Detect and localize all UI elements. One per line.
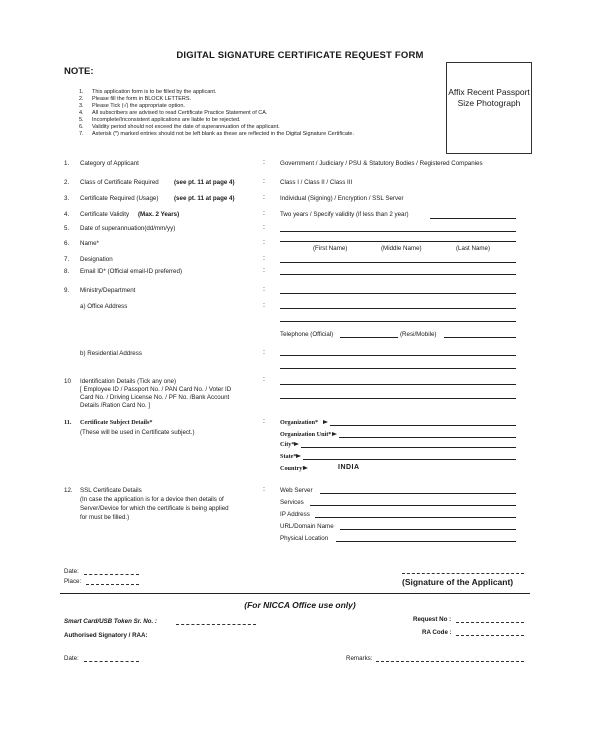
ra-code-label: RA Code : bbox=[422, 629, 452, 636]
category-options[interactable]: Government / Judiciary / PSU & Statutory Bodies / Registered Companies bbox=[280, 160, 483, 167]
identification-options: Card No. / Driving License No. / PF No. /Bank Account bbox=[80, 394, 230, 401]
colon: : bbox=[263, 267, 265, 274]
divider bbox=[60, 593, 530, 594]
email-field[interactable] bbox=[280, 274, 516, 275]
class-page-ref: (see pt. 11 at page 4) bbox=[174, 179, 235, 186]
ra-code-field[interactable] bbox=[456, 635, 524, 636]
date-label: Date: bbox=[64, 568, 79, 575]
middle-name-caption: (Middle Name) bbox=[381, 245, 422, 252]
field-number: 5. bbox=[64, 225, 70, 232]
token-label: Smart Card/USB Token Sr. No. : bbox=[64, 618, 157, 625]
physical-location-label: Physical Location bbox=[280, 535, 329, 542]
ip-address-label: IP Address bbox=[280, 511, 310, 518]
validity-max: (Max. 2 Years) bbox=[138, 211, 180, 218]
office-use-heading: (For NICCA Office use only) bbox=[244, 600, 356, 610]
remarks-field[interactable] bbox=[376, 661, 524, 662]
field-number: 12. bbox=[64, 487, 73, 494]
services-label: Services bbox=[280, 499, 304, 506]
note-number: 4. bbox=[79, 110, 84, 116]
name-field[interactable] bbox=[280, 241, 516, 242]
note-number: 7. bbox=[79, 131, 84, 137]
arrow-icon bbox=[294, 442, 299, 446]
remarks-label: Remarks: bbox=[346, 655, 373, 662]
web-server-field[interactable] bbox=[320, 493, 516, 494]
colon: : bbox=[263, 349, 265, 356]
organization-unit-field[interactable] bbox=[339, 437, 516, 438]
class-label: Class of Certificate Required bbox=[80, 179, 159, 186]
colon: : bbox=[263, 178, 265, 185]
services-field[interactable] bbox=[310, 505, 516, 506]
field-number: 1. bbox=[64, 160, 70, 167]
resi-mobile-field[interactable] bbox=[444, 337, 516, 338]
arrow-icon bbox=[303, 466, 308, 470]
colon: : bbox=[263, 286, 265, 293]
country-label: Country* bbox=[280, 465, 306, 472]
office-date-field[interactable] bbox=[84, 661, 139, 662]
place-label: Place: bbox=[64, 578, 82, 585]
field-number: 7. bbox=[64, 256, 70, 263]
physical-location-field[interactable] bbox=[336, 541, 516, 542]
web-server-label: Web Server bbox=[280, 487, 313, 494]
form-title: DIGITAL SIGNATURE CERTIFICATE REQUEST FORM bbox=[176, 50, 424, 61]
organization-unit-label: Organization Unit* bbox=[280, 431, 332, 438]
state-label: State* bbox=[280, 453, 297, 460]
telephone-label: Telephone (Official) bbox=[280, 331, 334, 338]
telephone-field[interactable] bbox=[340, 337, 398, 338]
signatory-label: Authorised Signatory / RAA: bbox=[64, 632, 148, 639]
superannuation-field[interactable] bbox=[280, 231, 516, 232]
colon: : bbox=[263, 210, 265, 217]
identification-options: [ Employee ID / Passport No. / PAN Card No. / Voter ID bbox=[80, 386, 232, 393]
url-label: URL/Domain Name bbox=[280, 523, 334, 530]
country-value[interactable]: INDIA bbox=[338, 464, 360, 471]
usage-label: Certificate Required (Usage) bbox=[80, 195, 159, 202]
note-text: This application form is to be filled by the applicant. bbox=[92, 89, 217, 95]
request-no-label: Request No : bbox=[413, 616, 452, 623]
field-number: 8. bbox=[64, 268, 70, 275]
identification-field[interactable] bbox=[280, 384, 516, 385]
field-number: 11. bbox=[64, 419, 72, 426]
note-number: 1. bbox=[79, 89, 84, 95]
colon: : bbox=[263, 194, 265, 201]
note-text: Validity period should not exceed the date of superannuation of the applicant. bbox=[92, 124, 280, 130]
usage-options[interactable]: Individual (Signing) / Encryption / SSL Server bbox=[280, 195, 404, 202]
identification-label: Identification Details (Tick any one) bbox=[80, 378, 177, 385]
ssl-details-label: SSL Certificate Details bbox=[80, 487, 142, 494]
residential-address-field-2[interactable] bbox=[280, 368, 516, 369]
superannuation-label: Date of superannuation(dd/mm/yy) bbox=[80, 225, 176, 232]
ssl-details-note: (In case the application is for a device then details of bbox=[80, 496, 224, 503]
colon: : bbox=[263, 239, 265, 246]
note-number: 5. bbox=[79, 117, 84, 123]
photo-box: Affix Recent Passport Size Photograph bbox=[446, 62, 532, 154]
url-field[interactable] bbox=[340, 529, 516, 530]
signature-field[interactable] bbox=[402, 573, 524, 574]
residential-address-field[interactable] bbox=[280, 355, 516, 356]
note-text: Incomplete/Inconsistent applications are liable to be rejected. bbox=[92, 117, 241, 123]
designation-label: Designation bbox=[80, 256, 113, 263]
note-number: 3. bbox=[79, 103, 84, 109]
field-number: 6. bbox=[64, 240, 70, 247]
office-date-label: Date: bbox=[64, 655, 79, 662]
subject-details-note: (These will be used in Certificate subject.) bbox=[80, 429, 195, 436]
note-number: 6. bbox=[79, 124, 84, 130]
category-label: Category of Applicant bbox=[80, 160, 139, 167]
identification-field-2[interactable] bbox=[280, 398, 516, 399]
subject-details-label: Certificate Subject Details* bbox=[80, 419, 153, 426]
arrow-icon bbox=[332, 432, 337, 436]
name-label: Name* bbox=[80, 240, 99, 247]
first-name-caption: (First Name) bbox=[313, 245, 348, 252]
office-address-field-2[interactable] bbox=[280, 321, 516, 322]
organization-label: Organization* bbox=[280, 419, 319, 426]
field-number: 4. bbox=[64, 211, 70, 218]
last-name-caption: (Last Name) bbox=[456, 245, 491, 252]
arrow-icon bbox=[296, 454, 301, 458]
validity-options: Two years / Specify validity (if less than 2 year) bbox=[280, 211, 409, 218]
ssl-details-note: for must be filled.) bbox=[80, 514, 130, 521]
identification-options: Details /Ration Card No. ] bbox=[80, 402, 151, 409]
ministry-label: Ministry/Department bbox=[80, 287, 136, 294]
resi-mobile-label: (Resi/Mobile) bbox=[400, 331, 437, 338]
ssl-details-note: Server/Device for which the certificate is being applied bbox=[80, 505, 229, 512]
field-number: 9. bbox=[64, 287, 70, 294]
note-text: Please Tick (√) the appropriate option. bbox=[92, 103, 185, 109]
organization-field[interactable] bbox=[330, 425, 516, 426]
office-address-label: a) Office Address bbox=[80, 303, 128, 310]
field-number: 10 bbox=[64, 378, 71, 385]
place-field[interactable] bbox=[86, 584, 139, 585]
residential-address-label: b) Residential Address bbox=[80, 350, 142, 357]
arrow-icon bbox=[323, 420, 328, 424]
designation-field[interactable] bbox=[280, 262, 516, 263]
signature-label: (Signature of the Applicant) bbox=[402, 577, 514, 587]
field-number: 3. bbox=[64, 195, 70, 202]
note-text: All subscribers are advised to read Certificate Practice Statement of CA. bbox=[92, 110, 268, 116]
note-text: Please fill the form in BLOCK LETTERS. bbox=[92, 96, 192, 102]
validity-label: Certificate Validity bbox=[80, 211, 130, 218]
usage-page-ref: (see pt. 11 at page 4) bbox=[174, 195, 235, 202]
token-field[interactable] bbox=[176, 624, 256, 625]
ministry-field[interactable] bbox=[280, 293, 516, 294]
colon: : bbox=[263, 255, 265, 262]
email-label: Email ID* (Official email-ID preferred) bbox=[80, 268, 183, 275]
colon: : bbox=[263, 224, 265, 231]
class-options[interactable]: Class I / Class II / Class III bbox=[280, 179, 353, 186]
note-text: Asterisk (*) marked entries should not be left blank as these are reflected in the Digital Signature Certificate. bbox=[92, 131, 354, 137]
city-label: City* bbox=[280, 441, 295, 448]
colon: : bbox=[263, 376, 265, 383]
colon: : bbox=[263, 418, 265, 425]
date-field[interactable] bbox=[84, 574, 139, 575]
note-number: 2. bbox=[79, 96, 84, 102]
state-field[interactable] bbox=[303, 459, 516, 460]
colon: : bbox=[263, 302, 265, 309]
office-address-field[interactable] bbox=[280, 308, 516, 309]
colon: : bbox=[263, 486, 265, 493]
field-number: 2. bbox=[64, 179, 70, 186]
ip-address-field[interactable] bbox=[315, 517, 516, 518]
request-no-field[interactable] bbox=[456, 622, 524, 623]
city-field[interactable] bbox=[301, 447, 516, 448]
note-heading: NOTE: bbox=[64, 66, 94, 77]
validity-field[interactable] bbox=[430, 218, 516, 219]
colon: : bbox=[263, 159, 265, 166]
